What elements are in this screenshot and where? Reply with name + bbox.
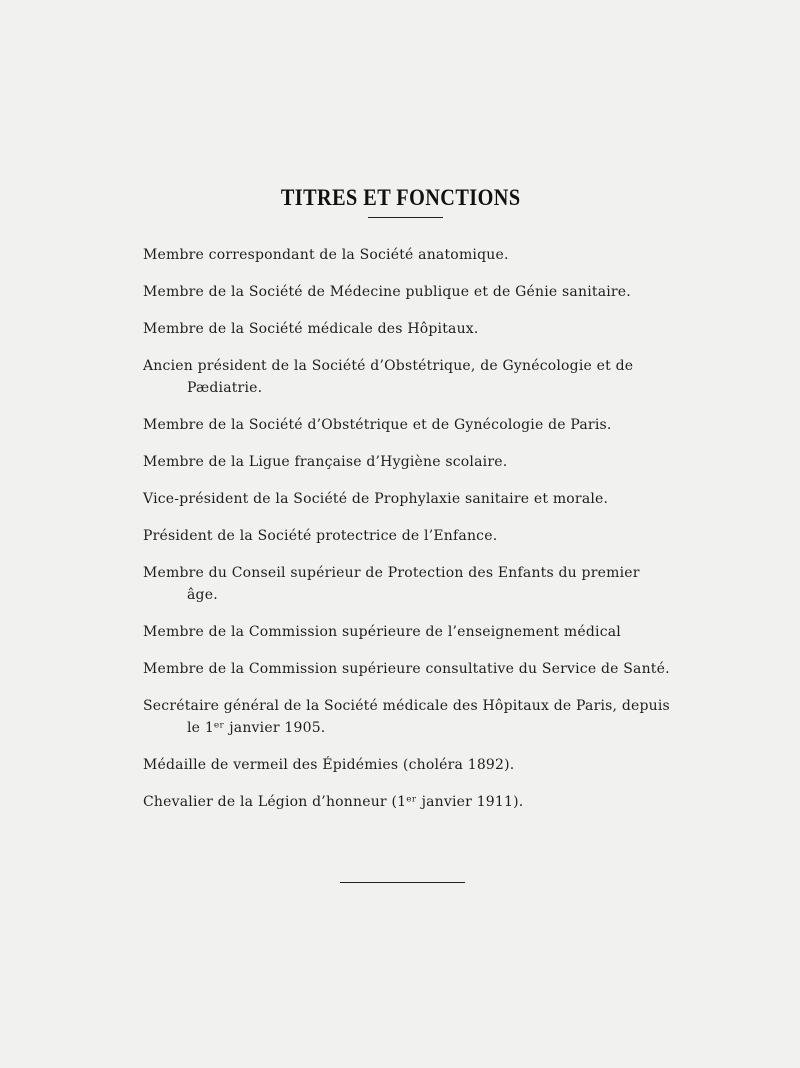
list-item: Membre de la Société d’Obstétrique et de Gynécologie de Paris. bbox=[143, 417, 612, 433]
titles-list bbox=[143, 244, 671, 813]
list-item: Membre du Conseil supérieur de Protection des Enfants du premier âge. bbox=[143, 565, 640, 603]
closing-divider bbox=[340, 882, 465, 883]
list-item: Membre de la Commission supérieure consultative du Service de Santé. bbox=[143, 661, 670, 677]
list-item: Ancien président de la Société d’Obstétrique, de Gynécologie et de Pædiatrie. bbox=[143, 358, 634, 396]
list-item: Chevalier de la Légion d’honneur (1ᵉʳ janvier 1911). bbox=[143, 794, 524, 810]
list-item: Président de la Société protectrice de l’Enfance. bbox=[143, 528, 498, 544]
page-title: TITRES ET FONCTIONS bbox=[280, 185, 521, 211]
list-item: Membre de la Société de Médecine publique et de Génie sanitaire. bbox=[143, 284, 631, 300]
list-item: Membre de la Commission supérieure de l’enseignement médical bbox=[143, 624, 621, 640]
list-item: Vice-président de la Société de Prophylaxie sanitaire et morale. bbox=[143, 491, 609, 507]
list-item: Secrétaire général de la Société médicale des Hôpitaux de Paris, depuis le 1ᵉʳ janvier 1905. bbox=[143, 698, 670, 736]
title-divider bbox=[368, 217, 443, 218]
list-item: Membre correspondant de la Société anatomique. bbox=[143, 247, 509, 263]
list-item: Membre de la Ligue française d’Hygiène scolaire. bbox=[143, 454, 508, 470]
list-item: Médaille de vermeil des Épidémies (choléra 1892). bbox=[143, 757, 515, 773]
list-item: Membre de la Société médicale des Hôpitaux. bbox=[143, 321, 479, 337]
